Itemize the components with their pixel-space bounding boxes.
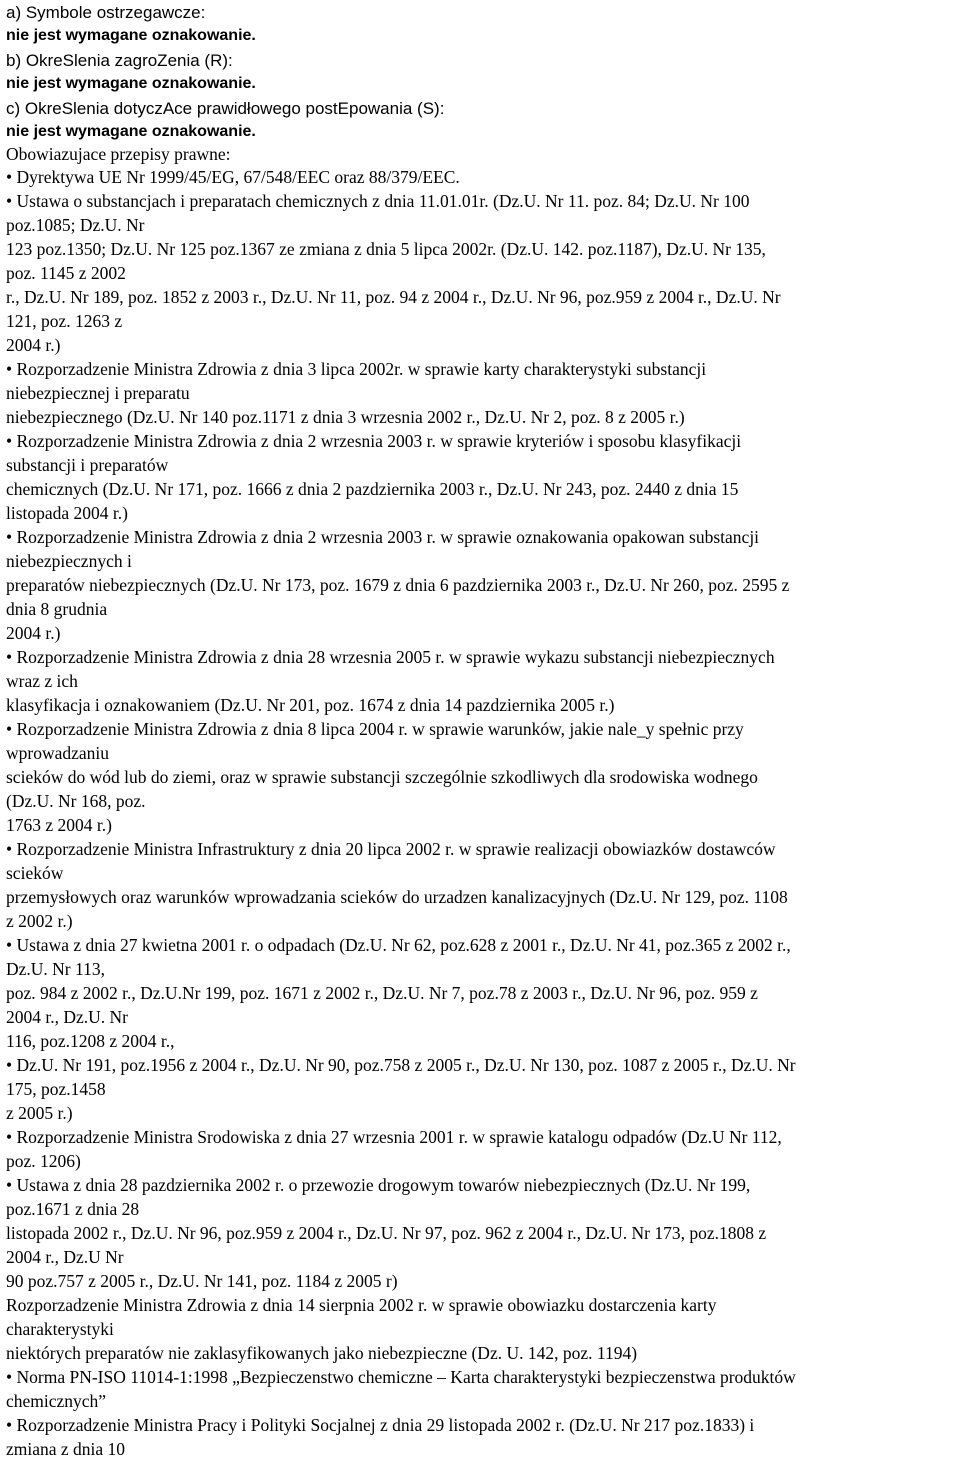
regulation-line: 123 poz.1350; Dz.U. Nr 125 poz.1367 ze zmiana z dnia 5 lipca 2002r. (Dz.U. 142. poz.1187), Dz.U. Nr 135, [6,239,766,259]
section-a-value: nie jest wymagane oznakowanie. [6,27,256,44]
regulation-line: • Ustawa o substancjach i preparatach chemicznych z dnia 11.01.01r. (Dz.U. Nr 11. poz. 84; Dz.U. Nr 100 [6,191,750,211]
regulation-line: poz.1085; Dz.U. Nr [6,215,145,235]
regulation-line: niebezpiecznych i [6,551,132,571]
regulation-line: poz. 1145 z 2002 [6,263,126,283]
regulation-line: • Rozporzadzenie Ministra Zdrowia z dnia 3 lipca 2002r. w sprawie karty charakterystyki substancji [6,359,707,379]
regulation-line: niektórych preparatów nie zaklasyfikowanych jako niebezpieczne (Dz. U. 142, poz. 1194) [6,1343,638,1363]
regulation-line: poz. 1206) [6,1151,81,1171]
regulation-line: zmiana z dnia 10 [6,1439,126,1459]
regulation-line: substancji i preparatów [6,455,169,475]
regulation-line: chemicznych” [6,1391,107,1411]
regulation-line: 2004 r.) [6,623,61,643]
regulation-line: z 2005 r.) [6,1103,73,1123]
regulation-line: • Rozporzadzenie Ministra Srodowiska z dnia 27 wrzesnia 2001 r. w sprawie katalogu odpadów (Dz.U Nr 112, [6,1127,782,1147]
regulation-line: 1763 z 2004 r.) [6,815,112,835]
regulation-line: 90 poz.757 z 2005 r., Dz.U. Nr 141, poz. 1184 z 2005 r) [6,1271,398,1291]
regulation-line: • Rozporzadzenie Ministra Zdrowia z dnia 28 wrzesnia 2005 r. w sprawie wykazu substancji niebezpiecznych [6,647,775,667]
regulation-line: scieków [6,863,64,883]
regulation-line: chemicznych (Dz.U. Nr 171, poz. 1666 z dnia 2 pazdziernika 2003 r., Dz.U. Nr 243, poz. 2440 z dnia 15 [6,479,739,499]
section-a-heading: a) Symbole ostrzegawcze: [6,3,206,22]
regulation-line: niebezpiecznej i preparatu [6,383,190,403]
regulation-line: Dz.U. Nr 113, [6,959,105,979]
section-c-heading: c) OkreSlenia dotyczAce prawidłowego postEpowania (S): [6,99,445,118]
regulation-line: r., Dz.U. Nr 189, poz. 1852 z 2003 r., Dz.U. Nr 11, poz. 94 z 2004 r., Dz.U. Nr 96, poz.959 z 2004 r., Dz.U. Nr [6,287,781,307]
regulation-line: scieków do wód lub do ziemi, oraz w sprawie substancji szczególnie szkodliwych dla srodowiska wodnego [6,767,758,787]
regulation-line: • Dyrektywa UE Nr 1999/45/EG, 67/548/EEC oraz 88/379/EEC. [6,167,460,187]
regulation-line: 116, poz.1208 z 2004 r., [6,1031,175,1051]
section-c-value: nie jest wymagane oznakowanie. [6,123,256,140]
regulation-line: 2004 r., Dz.U. Nr [6,1007,128,1027]
regulation-line: • Rozporzadzenie Ministra Zdrowia z dnia 8 lipca 2004 r. w sprawie warunków, jakie nale_y spełnic przy [6,719,744,739]
regulation-line: 2004 r.) [6,335,61,355]
regulation-line: przemysłowych oraz warunków wprowadzania scieków do urzadzen kanalizacyjnych (Dz.U. Nr 129, poz. 1108 [6,887,788,907]
regulation-line: poz. 984 z 2002 r., Dz.U.Nr 199, poz. 1671 z 2002 r., Dz.U. Nr 7, poz.78 z 2003 r., Dz.U. Nr 96, poz. 959 z [6,983,758,1003]
section-b-heading: b) OkreSlenia zagroZenia (R): [6,51,233,70]
regulation-line: dnia 8 grudnia [6,599,108,619]
regulation-line: • Ustawa z dnia 28 pazdziernika 2002 r. o przewozie drogowym towarów niebezpiecznych (Dz.U. Nr 199, [6,1175,751,1195]
regulation-line: • Rozporzadzenie Ministra Pracy i Polityki Socjalnej z dnia 29 listopada 2002 r. (Dz.U. Nr 217 poz.1833) i [6,1415,755,1435]
regulations-heading: Obowiazujace przepisy prawne: [6,144,231,164]
regulation-line: preparatów niebezpiecznych (Dz.U. Nr 173, poz. 1679 z dnia 6 pazdziernika 2003 r., Dz.U. Nr 260, poz. 2595 z [6,575,790,595]
regulation-line: • Rozporzadzenie Ministra Infrastruktury z dnia 20 lipca 2002 r. w sprawie realizacji obowiazków dostawców [6,839,776,859]
regulation-line: z 2002 r.) [6,911,73,931]
section-b-value: nie jest wymagane oznakowanie. [6,75,256,92]
regulation-line: • Rozporzadzenie Ministra Zdrowia z dnia 2 wrzesnia 2003 r. w sprawie oznakowania opakowan substancji [6,527,760,547]
regulation-line: 121, poz. 1263 z [6,311,123,331]
regulation-line: • Dz.U. Nr 191, poz.1956 z 2004 r., Dz.U. Nr 90, poz.758 z 2005 r., Dz.U. Nr 130, poz. 1087 z 2005 r., Dz.U. Nr [6,1055,796,1075]
regulation-line: • Norma PN-ISO 11014-1:1998 „Bezpieczenstwo chemiczne – Karta charakterystyki bezpieczenstwa produktów [6,1367,796,1387]
regulation-line: 175, poz.1458 [6,1079,106,1099]
regulation-line: poz.1671 z dnia 28 [6,1199,140,1219]
regulation-line: niebezpiecznego (Dz.U. Nr 140 poz.1171 z dnia 3 wrzesnia 2002 r., Dz.U. Nr 2, poz. 8 z 2005 r.) [6,407,685,427]
regulation-line: 2004 r., Dz.U Nr [6,1247,124,1267]
regulation-line: (Dz.U. Nr 168, poz. [6,791,146,811]
regulation-line: Rozporzadzenie Ministra Zdrowia z dnia 14 sierpnia 2002 r. w sprawie obowiazku dostarczenia karty [6,1295,717,1315]
regulation-line: • Rozporzadzenie Ministra Zdrowia z dnia 2 wrzesnia 2003 r. w sprawie kryteriów i sposobu klasyfikacji [6,431,742,451]
regulation-line: charakterystyki [6,1319,114,1339]
regulation-line: klasyfikacja i oznakowaniem (Dz.U. Nr 201, poz. 1674 z dnia 14 pazdziernika 2005 r.) [6,695,615,715]
regulation-line: • Ustawa z dnia 27 kwietna 2001 r. o odpadach (Dz.U. Nr 62, poz.628 z 2001 r., Dz.U. Nr 41, poz.365 z 2002 r., [6,935,791,955]
regulation-line: wprowadzaniu [6,743,110,763]
regulation-line: listopada 2002 r., Dz.U. Nr 96, poz.959 z 2004 r., Dz.U. Nr 97, poz. 962 z 2004 r., Dz.U. Nr 173, poz.1808 z [6,1223,767,1243]
regulation-line: wraz z ich [6,671,78,691]
regulation-line: listopada 2004 r.) [6,503,128,523]
